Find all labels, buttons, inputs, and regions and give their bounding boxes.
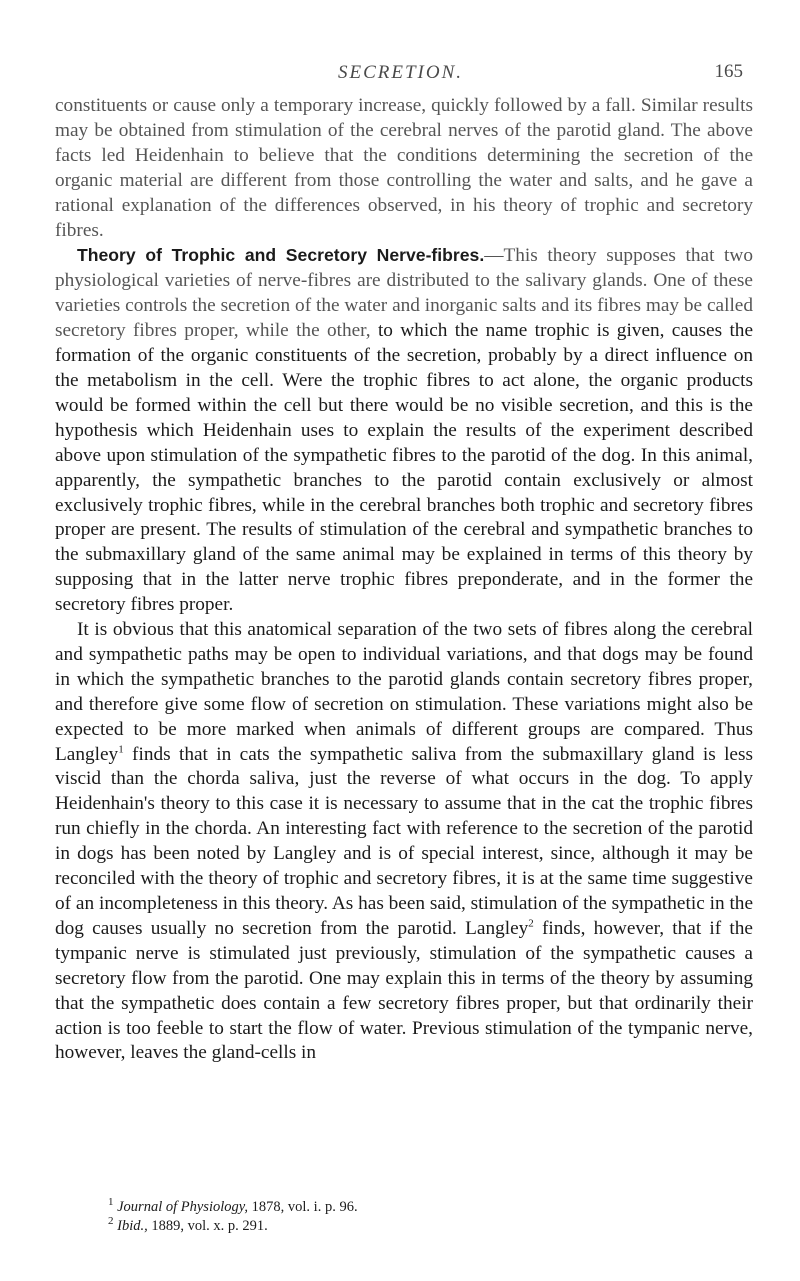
section-heading: Theory of Trophic and Secretory Nerve-fibres. [77, 245, 485, 266]
footnote [108, 1198, 358, 1217]
page-number: 165 [714, 61, 743, 82]
paragraph-theory-lead: —This theory supposes that two physiological varieties of nerve-fibres are distributed to the salivary glands. One of these varieties controls the secretion of the water and inorganic salts and its fibres may be called secretory fibres proper, while the other, [55, 245, 753, 342]
footnote-marker: 1 [108, 1196, 114, 1209]
footnote-source: Ibid., [117, 1218, 148, 1234]
paragraph-theory [55, 243, 753, 618]
paragraph-variations-text-c: finds, however, that if the tympanic nerve is stimulated just previously, stimulation of the sympathetic causes a secretory flow from the parotid. One may explain this in terms of the theory by assuming that the sympathetic does contain a few secretory fibres proper, but that ordinarily their action is too feeble to start the flow of water. Previous stimulation of the tympanic nerve, however, leaves the gland-cells in [55, 917, 753, 1064]
paragraph-variations [55, 618, 753, 1066]
footnote-ref-2: 2 [528, 917, 534, 930]
footnote-detail: 1889, vol. x. p. 291. [147, 1218, 268, 1234]
body-text [55, 94, 753, 1066]
footnote-marker: 2 [108, 1215, 114, 1228]
footnote-ref-1: 1 [118, 743, 124, 756]
paragraph-theory-text: to which the name trophic is given, causes the formation of the organic constituents of the secretion, probably by a direct influence on the metabolism in the cell. Were the trophic fibres to act alone, the organic products would be formed within the cell but there would be no visible secretion, and this is the hypothesis which Heidenhain uses to explain the results of the experiment described above upon stimulation of the sympathetic fibres to the parotid of the dog. In this animal, apparently, the sympathetic branches to the parotid contain exclusively or almost exclusively trophic fibres, while in the cerebral branches both trophic and secretory fibres proper are present. The results of stimulation of the cerebral and sympathetic branches to the submaxillary gland of the same animal may be explained in terms of this theory by supposing that in the latter nerve trophic fibres preponderate, and in the former the secretory fibres proper. [55, 320, 753, 616]
running-title: SECRETION. [338, 62, 464, 83]
paragraph-continuation: constituents or cause only a temporary increase, quickly followed by a fall. Similar results may be obtained from stimulation of the cerebral nerves of the parotid gland. The above facts led Heidenhain to believe that the conditions determining the secretion of the organic material are different from those controlling the water and salts, and he gave a rational explanation of the differences observed, in his theory of trophic and secretory fibres. [55, 95, 753, 241]
footnote-source: Journal of Physiology, [117, 1199, 249, 1215]
footnote-detail: 1878, vol. i. p. 96. [248, 1199, 358, 1215]
paragraph-variations-text-b: finds that in cats the sympathetic saliva from the submaxillary gland is less viscid than the chorda saliva, just the reverse of what occurs in the dog. To apply Heidenhain's theory to this case it is necessary to assume that in the cat the trophic fibres run chiefly in the chorda. An interesting fact with reference to the secretion of the parotid in dogs has been noted by Langley and is of special interest, since, although it may be reconciled with the theory of trophic and secretory fibres, it is at the same time suggestive of an incompleteness in this theory. As has been said, stimulation of the sympathetic in the dog causes usually no secretion from the parotid. Langley [55, 743, 753, 939]
footnotes [108, 1198, 358, 1236]
footnote [108, 1217, 358, 1236]
paragraph-variations-text-a: It is obvious that this anatomical separation of the two sets of fibres along the cerebral and sympathetic paths may be open to individual variations, and that dogs may be found in which the sympathetic branches to the parotid glands contain secretory fibres proper, and therefore give some flow of secretion on stimulation. These variations might also be expected to be more marked when animals of different groups are compared. Thus Langley [55, 619, 753, 765]
